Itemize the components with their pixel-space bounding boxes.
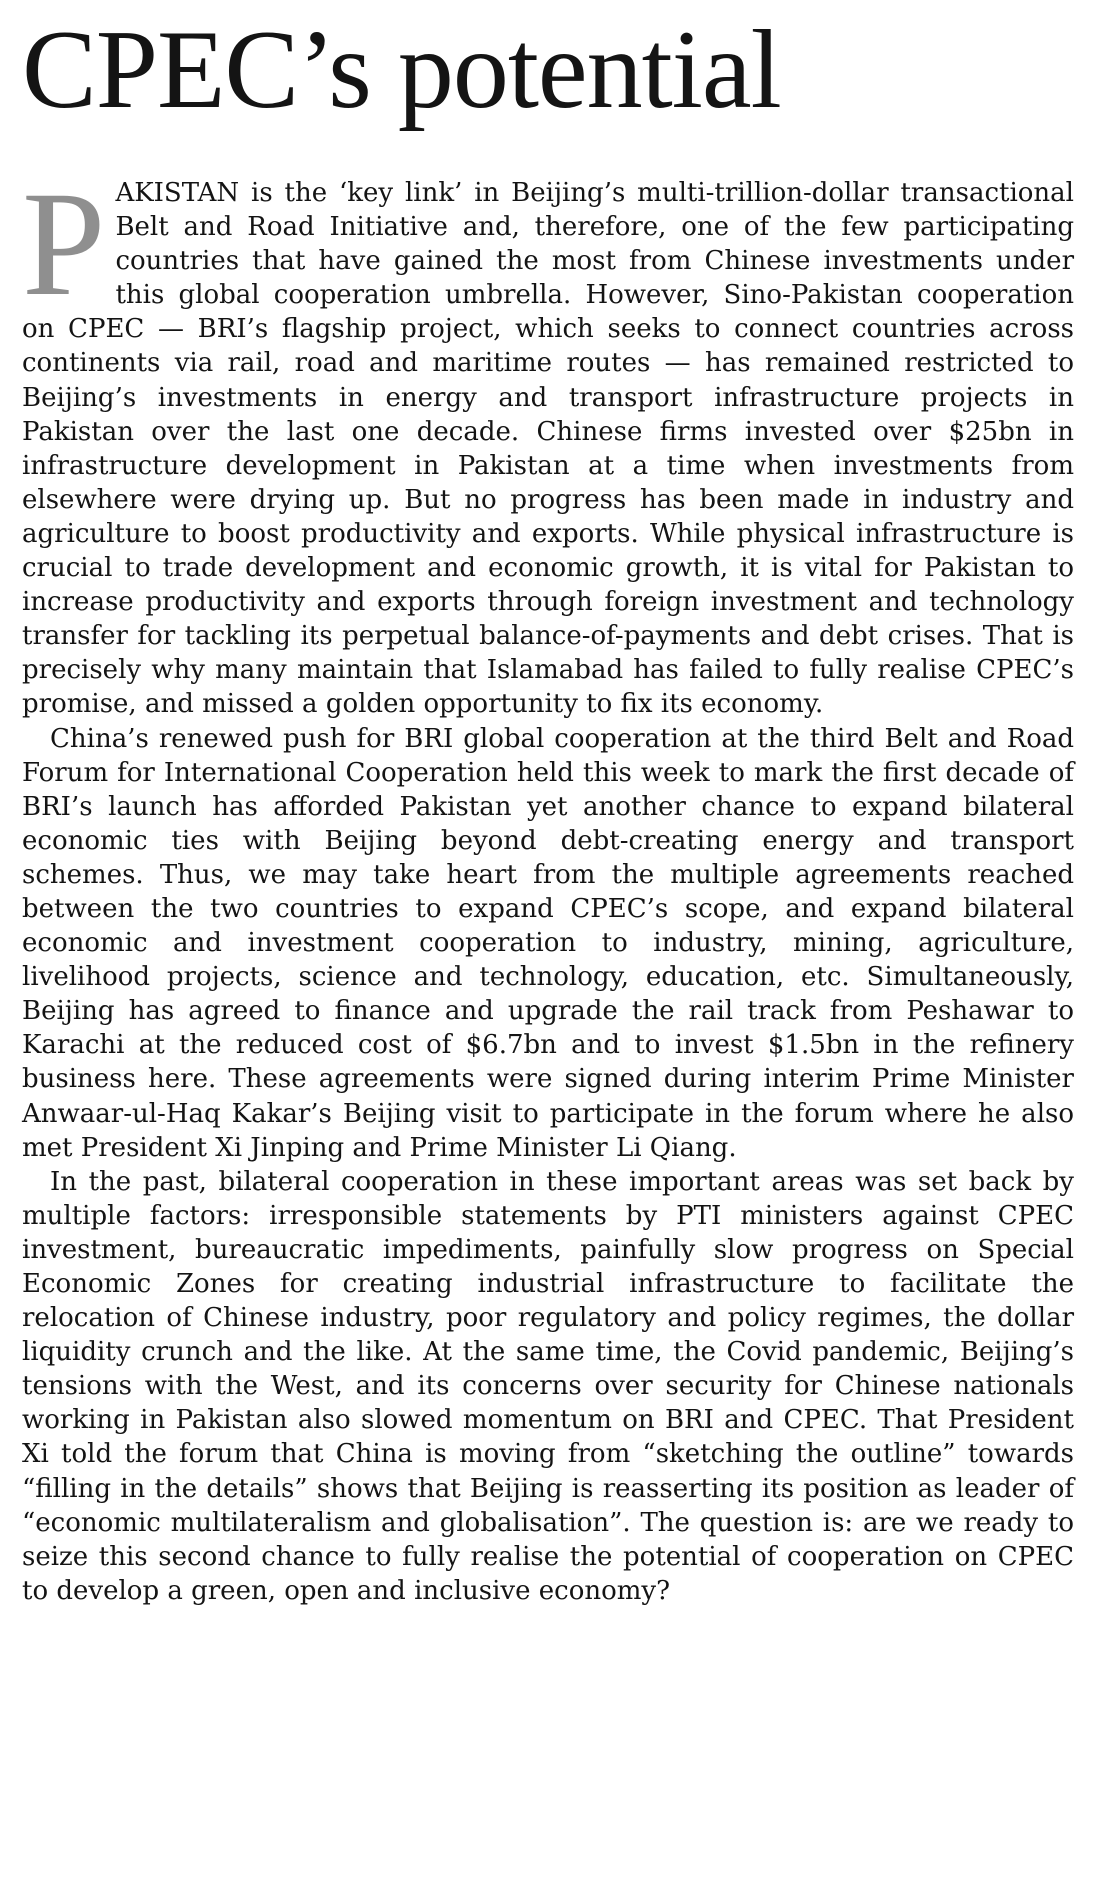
paragraph-1: [22, 161, 1074, 722]
paragraph-3: In the past, bilateral cooperation in these important areas was set back by multiple factors: irresponsible statements by PTI ministers against CPEC investment, bureaucratic impediments, painfully slow progress on Special Economic Zones for creating industrial infrastructure to facilitate the relocation of Chinese industry, poor regulatory and policy regimes, the dollar liquidity crunch and the like. At the same time, the Covid pandemic, Beijing’s tensions with the West, and its concerns over security for Chinese nationals working in Pakistan also slowed momentum on BRI and CPEC. That President Xi told the forum that China is moving from “sketching the outline” towards “filling in the details” shows that Beijing is reasserting its position as leader of “economic multilateralism and globalisation”. The question is: are we ready to seize this second chance to fully realise the potential of cooperation on CPEC to develop a green, open and inclusive economy?: [22, 1166, 1074, 1606]
paragraph-2: China’s renewed push for BRI global cooperation at the third Belt and Road Forum for International Cooperation held this week to mark the first decade of BRI’s launch has afforded Pakistan yet another chance to expand bilateral economic ties with Beijing beyond debt-creating energy and transport schemes. Thus, we may take heart from the multiple agreements reached between the two countries to expand CPEC’s scope, and expand bilateral economic and investment cooperation to industry, mining, agriculture, livelihood projects, science and technology, education, etc. Simultaneously, Beijing has agreed to finance and upgrade the rail track from Peshawar to Karachi at the reduced cost of $6.7bn and to invest $1.5bn in the refinery business here. These agreements were signed during interim Prime Minister Anwaar-ul-Haq Kakar’s Beijing visit to participate in the forum where he also met President Xi Jinping and Prime Minister Li Qiang.: [22, 723, 1074, 1163]
headline: CPEC’s potential: [22, 8, 781, 132]
paragraph-1-text: AKISTAN is the ‘key link’ in Beijing’s multi-trillion-dollar transactional Belt and Road Initiative and, therefore, one of the few participating countries that have gained the most from Chinese investments under this global cooperation umbrella. However, Sino-Pakistan cooperation on CPEC — BRI’s flagship project, which seeks to connect countries across continents via rail, road and maritime routes — has remained restricted to Beijing’s investments in energy and transport infrastructure projects in Pakistan over the last one decade. Chinese firms invested over $25bn in infrastructure development in Pakistan at a time when investments from elsewhere were drying up. But no progress has been made in industry and agriculture to boost productivity and exports. While physical infrastructure is crucial to trade development and economic growth, it is vital for Pakistan to increase productivity and exports through foreign investment and technology transfer for tackling its perpetual balance-of-payments and debt crises. That is precisely why many maintain that Islamabad has failed to fully realise CPEC’s promise, and missed a golden opportunity to fix its economy.: [22, 178, 1074, 720]
drop-cap: P: [22, 161, 106, 327]
article-body: [22, 161, 1074, 1608]
editorial-article: [22, 0, 1074, 1608]
